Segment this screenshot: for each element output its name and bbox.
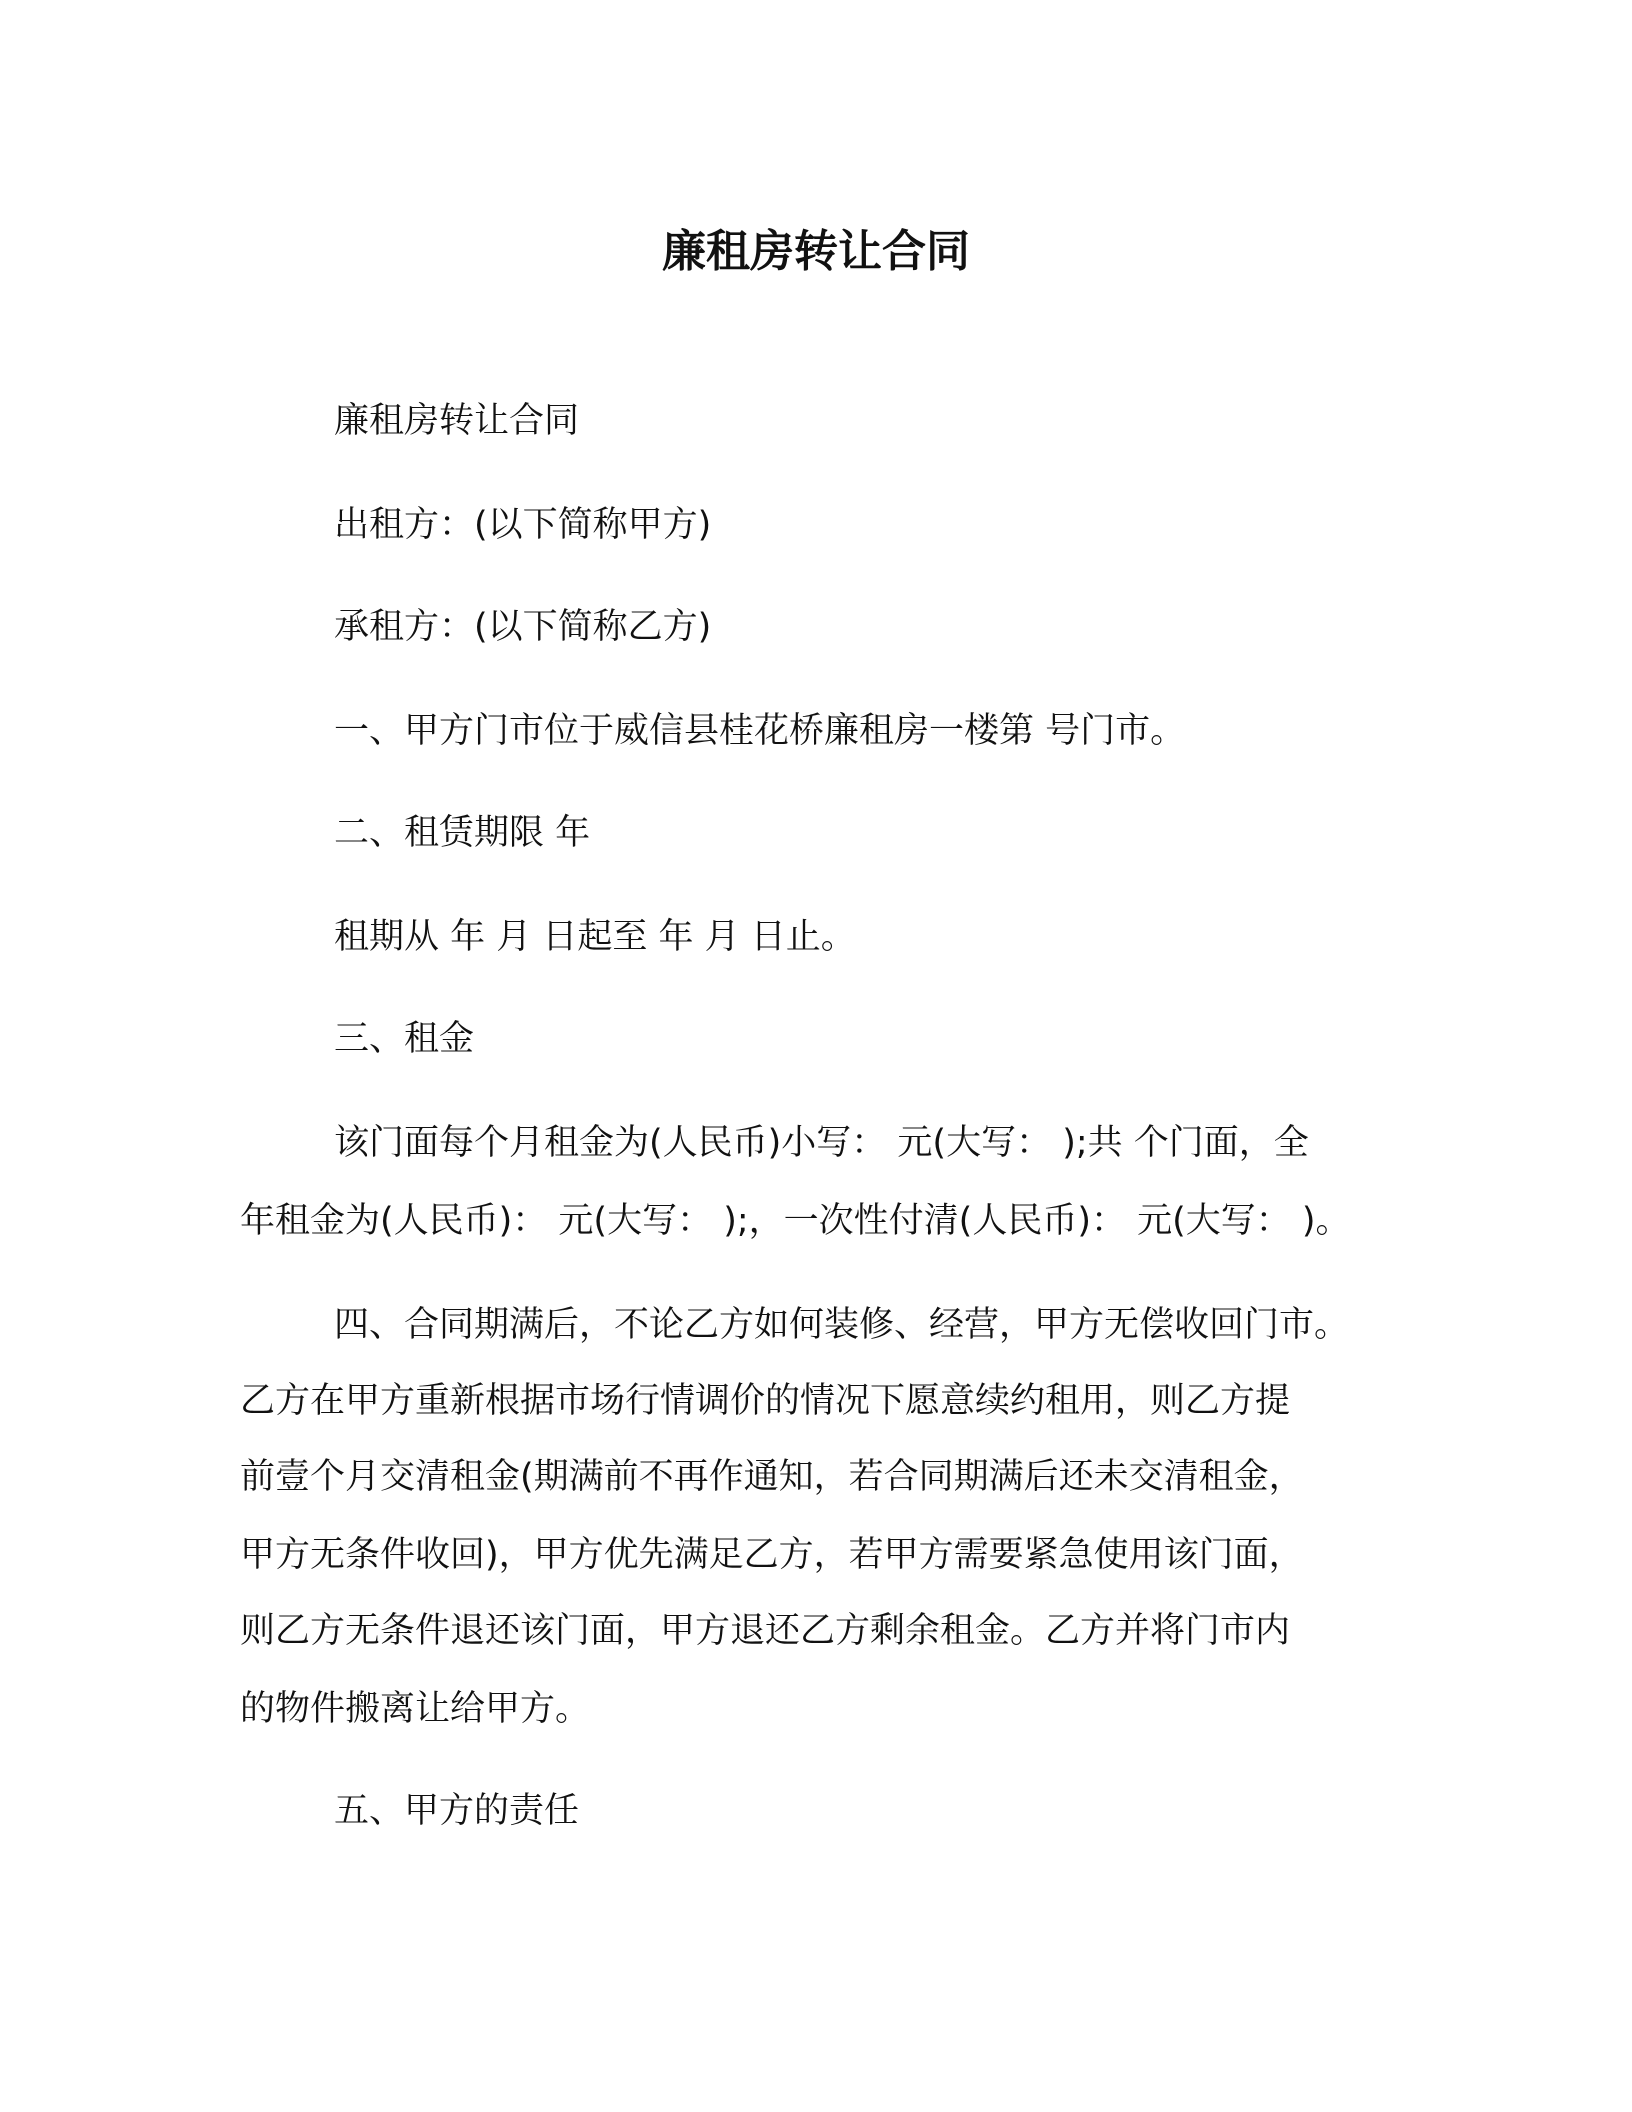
clause-4-line-3: 前壹个月交清租金(期满前不再作通知，若合同期满后还未交清租金， bbox=[240, 1457, 1304, 1497]
clause-4-line-2: 乙方在甲方重新根据市场行情调价的情况下愿意续约租用，则乙方提 bbox=[240, 1381, 1291, 1421]
contract-heading: 廉租房转让合同 bbox=[334, 401, 580, 441]
document-title: 廉租房转让合同 bbox=[662, 226, 970, 277]
clause-3-rent-heading: 三、租金 bbox=[334, 1019, 475, 1059]
clause-5-heading: 五、甲方的责任 bbox=[334, 1791, 580, 1831]
clause-3-rent-line-2: 年租金为(人民币)： 元(大写： );，一次性付清(人民币)： 元(大写： )。 bbox=[240, 1201, 1351, 1241]
lessee-line: 承租方：(以下简称乙方) bbox=[334, 607, 712, 647]
clause-1-location: 一、甲方门市位于威信县桂花桥廉租房一楼第 号门市。 bbox=[334, 711, 1186, 751]
clause-3-rent-line-1: 该门面每个月租金为(人民币)小写： 元(大写： );共 个门面，全 bbox=[334, 1123, 1309, 1163]
clause-4-line-5: 则乙方无条件退还该门面，甲方退还乙方剩余租金。乙方并将门市内 bbox=[240, 1611, 1291, 1651]
clause-4-line-6: 的物件搬离让给甲方。 bbox=[240, 1689, 591, 1729]
clause-4-line-4: 甲方无条件收回)，甲方优先满足乙方，若甲方需要紧急使用该门面， bbox=[240, 1535, 1304, 1575]
clause-2-term-dates: 租期从 年 月 日起至 年 月 日止。 bbox=[334, 917, 856, 957]
clause-2-term: 二、租赁期限 年 bbox=[334, 813, 591, 853]
lessor-line: 出租方：(以下简称甲方) bbox=[334, 505, 712, 545]
clause-4-line-1: 四、合同期满后，不论乙方如何装修、经营，甲方无偿收回门市。 bbox=[334, 1305, 1350, 1345]
